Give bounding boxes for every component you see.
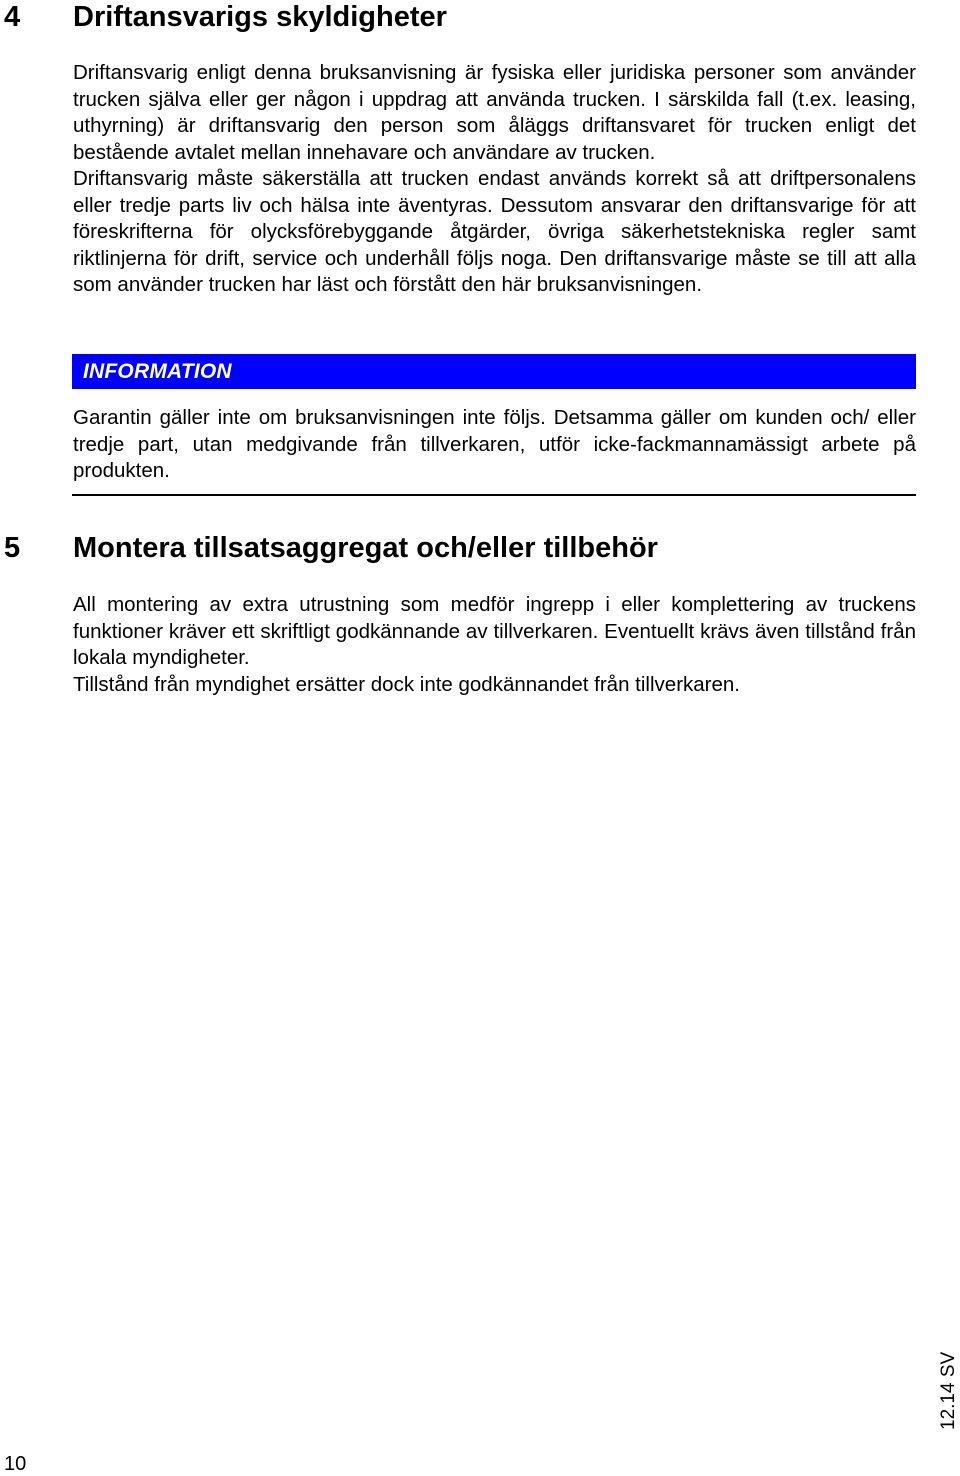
version-code-container	[936, 1350, 960, 1430]
section-4-paragraph-2: Driftansvarig måste säkerställa att trucken endast används korrekt så att driftpersonalens eller tredje parts liv och hälsa inte äventyras. Dessutom ansvarar den driftansvarige för att föreskrifterna för olycksförebyggande åtgärder, övriga säkerhetstekniska regler samt riktlinjerna för drift, service och underhåll följs noga. Den driftansvarige måste se till att alla som använder trucken har läst och förstått den här bruksanvisningen.	[73, 167, 916, 296]
section-number: 4	[4, 1, 21, 33]
version-code: 12.14 SV	[938, 1351, 959, 1430]
section-5-paragraph-1: All montering av extra utrustning som medför ingrepp i eller komplettering av truckens funktioner kräver ett skriftligt godkännande av tillverkaren. Eventuellt krävs även tillstånd från lokala myndigheter.	[73, 593, 916, 669]
information-banner	[72, 354, 916, 389]
page-number: 10	[4, 1453, 27, 1475]
section-5-paragraph-2: Tillstånd från myndighet ersätter dock inte godkännandet från tillverkaren.	[73, 673, 740, 696]
section-4-paragraph-1: Driftansvarig enligt denna bruksanvisning är fysiska eller juridiska personer som använder trucken själva eller ger någon i uppdrag att använda trucken. I särskilda fall (t.ex. leasing, uthyrning) är driftansvarig den person som åläggs driftansvaret för trucken enligt det bestående avtalet mellan innehavare och användare av trucken.	[73, 61, 916, 164]
information-text: Garantin gäller inte om bruksanvisningen inte följs. Detsamma gäller om kunden och/ eller tredje part, utan medgivande från tillverkaren, utför icke-fackmannamässigt arbete på produkten.	[73, 406, 916, 482]
section-title: Driftansvarigs skyldigheter	[73, 1, 447, 33]
information-label: INFORMATION	[83, 360, 232, 383]
divider-rule	[72, 494, 916, 496]
section-title: Montera tillsatsaggregat och/eller tillbehör	[73, 532, 658, 564]
section-number: 5	[4, 532, 21, 564]
